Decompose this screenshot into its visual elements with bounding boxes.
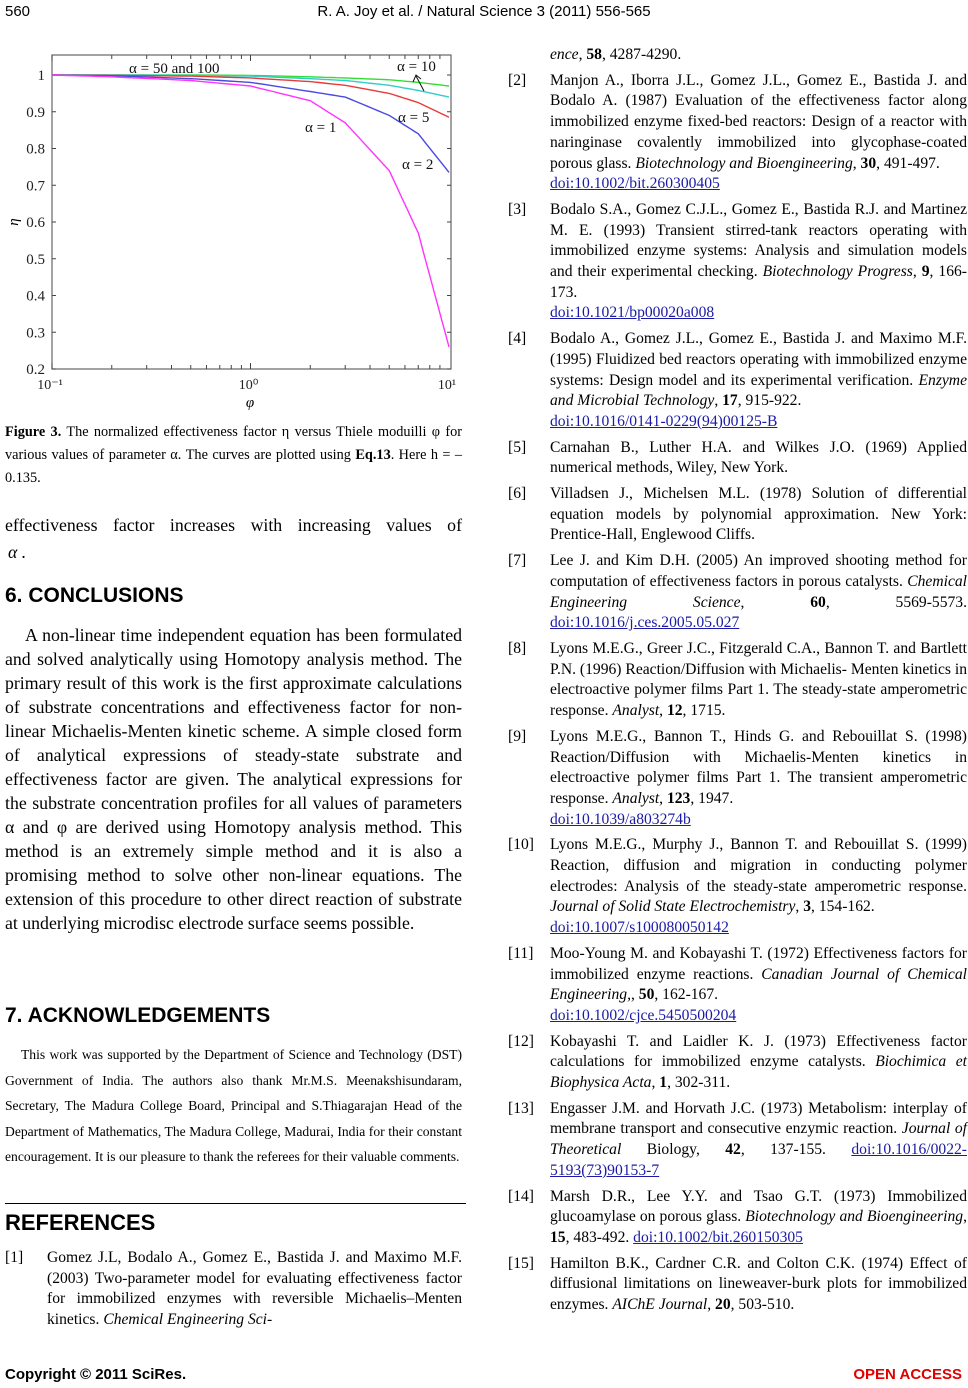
reference-number: [12] [508, 1032, 534, 1050]
figure-caption [5, 421, 462, 490]
curve-annotation: α = 1 [305, 120, 337, 136]
y-tick-label: 0.4 [26, 288, 45, 305]
reference-item: [12] Kobayashi T. and Laidler K. J. (1973) Effectiveness factor calculations for immobilized enzyme catalysts. Biochimica et Biophysica Acta, 1, 302-311. [508, 1032, 967, 1094]
reference-number: [3] [508, 200, 527, 218]
conclusions-text: A non-linear time independent equation has been formulated and solved analytically using Homotopy analysis method. The primary result of this work is the first approximate calculations of substrate concentrations and effectiveness factor for non-linear Michaelis-Menten kinetic scheme. A simple closed form of analytical expressions of steady-state substrate and effectiveness factor are given. The analytical expressions for the substrate concentration profiles for all values of parameters α and φ are derived using Homotopy analysis method. This method is an extremely simple method and it is also a promising method to solve other non-linear equations. The extension of this procedure to other direct reaction of substrate at underlying microdisc electrode surface seems possible. [5, 625, 462, 933]
reference-journal: Biotechnology and Bioengineering [745, 1208, 964, 1226]
references-left [5, 1248, 462, 1331]
reference-number: [1] [5, 1249, 24, 1266]
reference-number: [15] [508, 1254, 534, 1272]
figure-3-chart [0, 40, 470, 420]
reference-volume: 123 [666, 789, 691, 807]
reference-journal: ence [550, 46, 579, 63]
reference-text: Lyons M.E.G., Bannon T., Hinds G. and Rebouillat S. (1998) Reaction/Diffusion with Michaelis-Menten kinetics in electroactive polymer films Part 1. The transient amperometric response. [550, 727, 967, 807]
reference-volume: 9 [921, 263, 930, 281]
reference-number: [4] [508, 330, 527, 348]
references-heading: REFERENCES [5, 1210, 156, 1235]
reference-number: [6] [508, 485, 527, 503]
reference-text: Villadsen J., Michelsen M.L. (1978) Solution of differential equation models by polynomial approximation. New York: Prentice-Hall, Englewood Cliffs. [550, 485, 967, 544]
reference-pages: , 5569-5573. [825, 593, 968, 611]
y-tick-label: 0.6 [26, 215, 45, 231]
reference-doi-link[interactable]: doi:10.1002/bit.260300405 [550, 175, 720, 193]
reference-pages: , 166-173. [550, 263, 968, 301]
reference-doi-link[interactable]: doi:10.1007/s100080050142 [550, 919, 729, 937]
reference-item: [9] Lyons M.E.G., Bannon T., Hinds G. and Rebouillat S. (1998) Reaction/Diffusion with Michaelis-Menten kinetics in electroactive polymer films Part 1. The transient amperometric response. Analyst, 123, 1947. doi:10.1039/a803274b [508, 727, 967, 831]
reference-journal: Chemical Engineering Sci- [103, 1311, 273, 1329]
reference-item: [14] Marsh D.R., Lee Y.Y. and Tsao G.T. (1973) Immobilized glucoamylase on porous glass. Biotechnology and Bioengineering, 15, 483-492. doi:10.1002/bit.260150305 [508, 1187, 967, 1249]
curve-annotation: α = 50 and 100 [129, 61, 220, 77]
x-tick-label: 10¹ [437, 378, 457, 393]
reference-number: [8] [508, 639, 527, 657]
reference-volume: 42 [725, 1141, 741, 1159]
page-number: 560 [5, 3, 31, 20]
reference-number: [14] [508, 1187, 534, 1205]
caption-eq: Eq.13 [355, 447, 391, 463]
reference-doi-link[interactable]: doi:10.1002/bit.260150305 [633, 1228, 803, 1246]
y-tick-label: 1 [37, 68, 45, 84]
caption-text: The normalized effectiveness factor η versus Thiele moduilli φ for various values of parameter α. The curves are plotted using [5, 424, 462, 463]
reference-text: Manjon A., Iborra J.L., Gomez J.L., Gomez E., Bastida J. and Bodalo A. (1987) Evaluation of the effectiveness factor along immobilized enzyme fixed-bed reactors: Design of a reactor with naringinase covalently immobilized into glycophase-coated porous glass. [550, 71, 967, 172]
series-line [52, 75, 449, 117]
reference-journal: Biotechnology and Bioengineering [635, 154, 853, 172]
reference-volume: 20 [715, 1296, 731, 1314]
reference-number: [10] [508, 836, 534, 854]
reference-volume: 58 [586, 46, 602, 63]
reference-item: [15] Hamilton B.K., Cardner C.R. and Colton C.K. (1974) Effect of diffusional limitations on lineweaver-burk plots for immobilized enzymes. AIChE Journal, 20, 503-510. [508, 1254, 967, 1316]
reference-pages: , 915-922. [737, 392, 802, 410]
open-access-label: OPEN ACCESS [853, 1366, 962, 1383]
series-line [52, 75, 449, 172]
reference-pages: , 503-510. [730, 1296, 795, 1314]
reference-text: Lyons M.E.G., Murphy J., Bannon T. and Rebouillat S. (1999) Reaction, diffusion and migration in conducting polymer electrodes: Analysis of the steady-state amperometric response. [550, 836, 967, 895]
reference-item [508, 438, 967, 479]
reference-pages: , 137-155. [740, 1141, 852, 1159]
reference-journal: Chemical Engineering Science [550, 572, 967, 611]
reference-text: Bodalo A., Gomez J.L., Gomez E., Bastida J. and Maximo M.F. (1995) Fluidized bed reactors operating with immobilized enzyme systems: Design model and its experimental verification. [550, 330, 967, 389]
reference-item: [2] Manjon A., Iborra J.L., Gomez J.L., Gomez E., Bastida J. and Bodalo A. (1987) Evaluation of the effectiveness factor along immobilized enzyme fixed-bed reactors: Design of a reactor with naringinase covalently immobilized into glycophase-coated porous glass. Biotechnology and Bioengineering, 30, 491-497. doi:10.1002/bit.260300405 [508, 71, 967, 195]
y-tick-label: 0.9 [26, 104, 45, 121]
running-title: R. A. Joy et al. / Natural Science 3 (2011) 556-565 [317, 3, 651, 20]
x-axis-label: φ [245, 395, 255, 411]
reference-journal: Enzyme and Microbial Technology [550, 371, 967, 410]
references-right [508, 45, 967, 1316]
reference-pages: , 154-162. [811, 898, 875, 916]
reference-doi-link[interactable]: doi:10.1016/0022-5193(73)90153-7 [550, 1141, 967, 1179]
reference-journal: Analyst [612, 789, 660, 807]
reference-journal: Biotechnology Progress [762, 263, 913, 281]
curve-annotation: α = 2 [402, 157, 434, 173]
reference-pages: , 1715. [682, 702, 726, 720]
reference-doi-link[interactable]: doi:10.1039/a803274b [550, 810, 691, 828]
reference-text: Lee J. and Kim D.H. (2005) An improved shooting method for computation of effectiveness factors in porous catalysts. [550, 552, 967, 590]
reference-doi-link[interactable]: doi:10.1016/0141-0229(94)00125-B [550, 412, 778, 430]
y-axis-label: η [6, 218, 22, 226]
reference-number: [9] [508, 727, 527, 745]
reference-text: Moo-Young M. and Kobayashi T. (1972) Effectiveness factors for immobilized enzyme reactions. [550, 944, 967, 983]
reference-item [508, 1099, 967, 1182]
reference-text: Gomez J.L, Bodalo A., Gomez E., Bastida J. and Maximo M.F. (2003) Two-parameter model for evaluating effectiveness factor for immobilized enzymes with reversible Michaelis–Menten kinetics. [47, 1249, 462, 1329]
section-divider [5, 1203, 466, 1204]
x-tick-label: 10⁰ [238, 378, 259, 393]
reference-text: Marsh D.R., Lee Y.Y. and Tsao G.T. (1973) Immobilized glucoamylase on porous glass. [550, 1187, 967, 1226]
y-tick-label: 0.7 [26, 178, 45, 195]
reference-volume: 17 [722, 392, 738, 410]
acknowledgements-heading: 7. ACKNOWLEDGEMENTS [5, 1004, 271, 1027]
reference-doi-link[interactable]: doi:10.1016/j.ces.2005.05.027 [550, 614, 740, 632]
acknowledgements-text: This work was supported by the Department of Science and Technology (DST) Government of India. The authors also thank Mr.M.S. Meenakshisundaram, Secretary, The Madura College Board, Principal and S.Thiagarajan Head of the Department of Mathematics, The Madura College, Madurai, India for their constant encouragement. It is our pleasure to thank the referees for their valuable comments. [5, 1047, 462, 1165]
y-tick-label: 0.8 [26, 141, 45, 158]
curve-annotation: α = 5 [398, 110, 430, 126]
reference-volume: 15 [550, 1228, 566, 1246]
continuation-text: effectiveness factor increases with increasing values of [5, 515, 462, 535]
reference-pages: , 1947. [690, 789, 734, 807]
conclusions-heading: 6. CONCLUSIONS [5, 584, 184, 607]
y-tick-label: 0.5 [26, 251, 45, 268]
reference-item: [11] Moo-Young M. and Kobayashi T. (1972) Effectiveness factors for immobilized enzyme reactions. Canadian Journal of Chemical Engineering,, 50, 162-167. doi:10.1002/cjce.5450500204 [508, 944, 967, 1027]
copyright-footer: Copyright © 2011 SciRes. [5, 1366, 187, 1383]
reference-text: Bodalo S.A., Gomez C.J.L., Gomez E., Bastida R.J. and Martinez M. E. (1993) Transient stirred-tank reactors operating with immobilized enzyme systems: Analysis and simulation models and their experimental checking. [550, 200, 967, 281]
reference-text: Carnahan B., Luther H.A. and Wilkes J.O. (1969) Applied numerical methods, Wiley, New York. [550, 438, 967, 477]
y-tick-label: 0.3 [26, 325, 45, 342]
reference-journal: Journal of Theoretical [550, 1120, 967, 1159]
reference-doi-link[interactable]: doi:10.1002/cjce.5450500204 [550, 1006, 737, 1024]
reference-item [5, 1248, 462, 1331]
reference-number [508, 45, 550, 66]
reference-text: Lyons M.E.G., Greer J.C., Fitzgerald C.A., Bannon T. and Bartlett P.N. (1996) Reaction/Diffusion with Michaelis- Menten kinetics in electroactive polymer films Part 1. The steady-state amperometric response. [550, 639, 967, 720]
curve-annotation: α = 10 [397, 59, 436, 75]
reference-journal: Analyst [612, 702, 660, 720]
reference-pages: , 491-497. [876, 154, 940, 172]
plot-frame [52, 55, 451, 369]
reference-item: [3] Bodalo S.A., Gomez C.J.L., Gomez E., Bastida R.J. and Martinez M. E. (1993) Transient stirred-tank reactors operating with immobilized enzyme systems: Analysis and simulation models and their experimental checking. Biotechnology Progress, 9, 166-173. doi:10.1021/bp00020a008 [508, 200, 967, 324]
reference-text: Hamilton B.K., Cardner C.R. and Colton C.K. (1974) Effect of diffusional limitations on lineweaver-burk plots for immobilized enzymes. [550, 1254, 967, 1314]
reference-journal: Journal of Solid State Electrochemistry [550, 898, 796, 916]
reference-item: [10] Lyons M.E.G., Murphy J., Bannon T. and Rebouillat S. (1999) Reaction, diffusion and migration in conducting polymer electrodes: Analysis of the steady-state amperometric response. Journal of Solid State Electrochemistry, 3, 154-162. doi:10.1007/s100080050142 [508, 835, 967, 939]
reference-journal: AIChE Journal [612, 1296, 708, 1314]
reference-volume: 50 [638, 986, 655, 1004]
reference-item: [8] Lyons M.E.G., Greer J.C., Fitzgerald C.A., Bannon T. and Bartlett P.N. (1996) Reaction/Diffusion with Michaelis- Menten kinetics in electroactive polymer films Part 1. The steady-state amperometric response. Analyst, 12, 1715. [508, 639, 967, 722]
reference-number: [13] [508, 1099, 534, 1117]
reference-volume: 12 [666, 702, 683, 720]
reference-pages: , 483-492. [565, 1228, 634, 1246]
reference-text: Engasser J.M. and Horvath J.C. (1973) Metabolism: interplay of membrane transport and consecutive enzymic reaction. [550, 1099, 967, 1138]
reference-pages: , 302-311. [667, 1074, 731, 1092]
reference-volume: 30 [860, 154, 877, 172]
reference-volume: 3 [803, 898, 812, 916]
reference-pages: , 162-167. [654, 986, 719, 1004]
x-tick-label: 10⁻¹ [37, 378, 63, 393]
reference-text: Kobayashi T. and Laidler K. J. (1973) Effectiveness factor calculations for immobilized enzyme catalysts. [550, 1032, 967, 1071]
reference-number: [5] [508, 438, 527, 456]
reference-item: [7] Lee J. and Kim D.H. (2005) An improved shooting method for computation of effectiveness factors in porous catalysts. Chemical Engineering Science, 60, 5569-5573. doi:10.1016/j.ces.2005.05.027 [508, 551, 967, 634]
caption-tail: . Here h = –0.135. [5, 447, 463, 486]
continuation-symbol: α . [8, 542, 27, 562]
caption-label: Figure 3. [5, 424, 62, 440]
reference-volume: 1 [659, 1074, 668, 1092]
reference-journal: Canadian Journal of Chemical Engineering, [550, 965, 967, 1004]
reference-item [508, 484, 967, 546]
reference-doi-link[interactable]: doi:10.1021/bp00020a008 [550, 304, 715, 322]
reference-pages: , 4287-4290. [601, 46, 682, 63]
reference-item: ence, 58, 4287-4290. [508, 45, 967, 66]
reference-number: [11] [508, 944, 534, 962]
reference-journal: Biochimica et Biophysica Acta [550, 1053, 967, 1092]
reference-number: [2] [508, 71, 527, 89]
reference-volume: 60 [810, 593, 826, 611]
reference-text: Biology, [621, 1141, 726, 1159]
reference-number: [7] [508, 552, 527, 570]
y-tick-label: 0.2 [26, 362, 45, 378]
reference-item: [4] Bodalo A., Gomez J.L., Gomez E., Bastida J. and Maximo M.F. (1995) Fluidized bed reactors operating with immobilized enzyme systems: Design model and its experimental verification. Enzyme and Microbial Technology, 17, 915-922. doi:10.1016/0141-0229(94)00125-B [508, 329, 967, 433]
